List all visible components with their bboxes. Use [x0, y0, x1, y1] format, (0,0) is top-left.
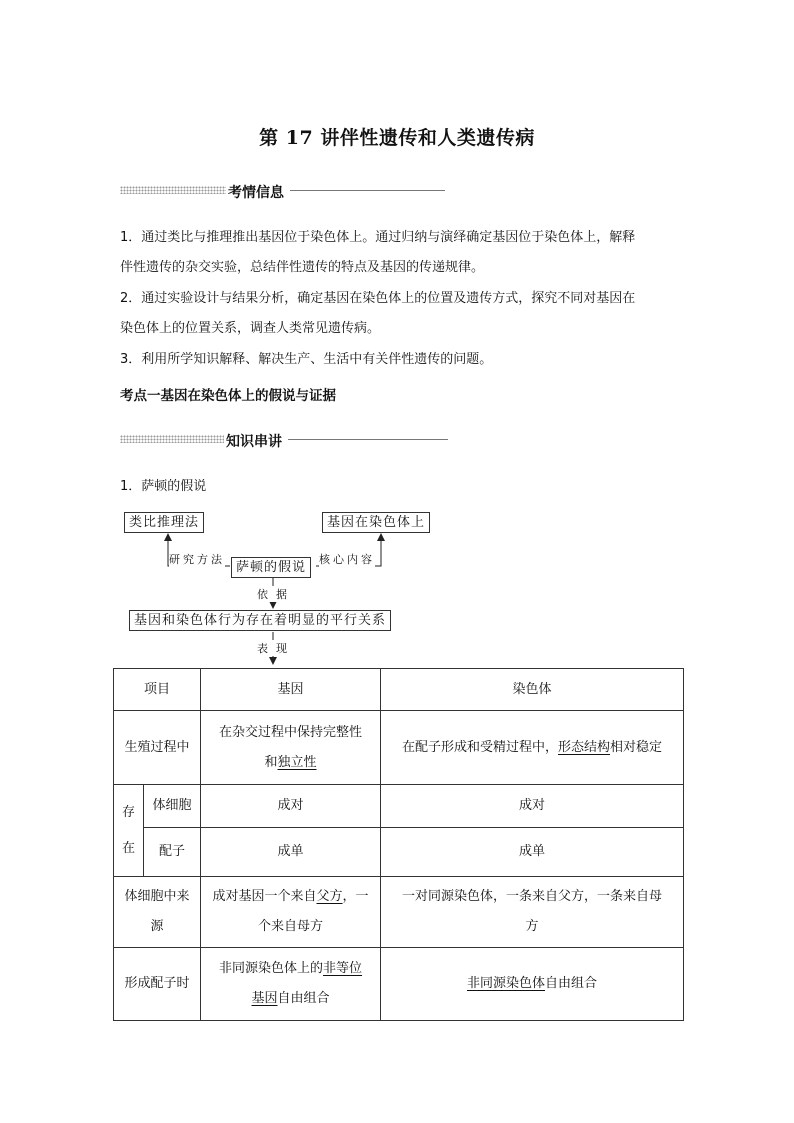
objective-3: 3．利用所学知识解释、解决生产、生活中有关伴性遗传的问题。: [120, 352, 493, 367]
method-label: 研究方法: [169, 553, 225, 566]
table-row: [114, 877, 684, 948]
row-label: 配子: [144, 828, 201, 877]
content-label: 核心内容: [319, 553, 375, 566]
divider: [290, 190, 445, 191]
method-box: 类比推理法: [124, 512, 204, 533]
cell-chromosome: 成单: [381, 828, 684, 877]
row-label: 体细胞中来 源: [114, 877, 201, 948]
row-label: 形成配子时: [114, 948, 201, 1021]
table-row: [114, 785, 684, 828]
table-row: [114, 828, 684, 877]
cell-gene: 非同源染色体上的非等位 基因自由组合: [201, 948, 381, 1021]
topic-heading: 考点一基因在染色体上的假说与证据: [120, 388, 336, 404]
header-gene: 基因: [201, 669, 381, 711]
parallel-box: 基因和染色体行为存在着明显的平行关系: [129, 610, 391, 631]
section-label: 知识串讲: [226, 434, 282, 450]
cell-gene: 成对基因一个来自父方，一 个来自母方: [201, 877, 381, 948]
page-title: 第 17 讲伴性遗传和人类遗传病: [259, 127, 535, 149]
cell-gene: 在杂交过程中保持完整性 和独立性: [201, 711, 381, 785]
section-header-knowledge: [120, 431, 450, 451]
table-row: [114, 948, 684, 1021]
center-box: 萨顿的假说: [231, 557, 311, 578]
row-label: 生殖过程中: [114, 711, 201, 785]
basis-label: 依据: [257, 588, 295, 601]
cell-gene: 成单: [201, 828, 381, 877]
cell-chromosome: 成对: [381, 785, 684, 828]
content-box: 基因在染色体上: [322, 512, 430, 533]
dotted-bar: [120, 186, 226, 194]
header-chromosome: 染色体: [381, 669, 684, 711]
cell-gene: 成对: [201, 785, 381, 828]
dotted-bar: [120, 435, 224, 443]
objective-1: 1．通过类比与推理推出基因位于染色体上。通过归纳与演绎确定基因位于染色体上，解释 伴性遗传的杂交实验，总结伴性遗传的特点及基因的传递规律。: [120, 230, 636, 275]
header-item: 项目: [114, 669, 201, 711]
gene-chromosome-table: [113, 668, 684, 1021]
show-label: 表现: [257, 642, 295, 655]
subheading: 1．萨顿的假说: [120, 479, 207, 494]
cell-chromosome: 非同源染色体自由组合: [381, 948, 684, 1021]
objective-2: 2．通过实验设计与结果分析，确定基因在染色体上的位置及遗传方式，探究不同对基因在 染色体上的位置关系，调查人类常见遗传病。: [120, 291, 636, 336]
section-header-exam-info: [120, 182, 450, 202]
row-label-exist: 存 在: [114, 785, 144, 877]
divider: [288, 439, 448, 440]
cell-chromosome: 一对同源染色体，一条来自父方，一条来自母 方: [381, 877, 684, 948]
section-label: 考情信息: [228, 185, 284, 201]
table-row: [114, 711, 684, 785]
row-label: 体细胞: [144, 785, 201, 828]
cell-chromosome: 在配子形成和受精过程中，形态结构相对稳定: [381, 711, 684, 785]
table-row: [114, 669, 684, 711]
